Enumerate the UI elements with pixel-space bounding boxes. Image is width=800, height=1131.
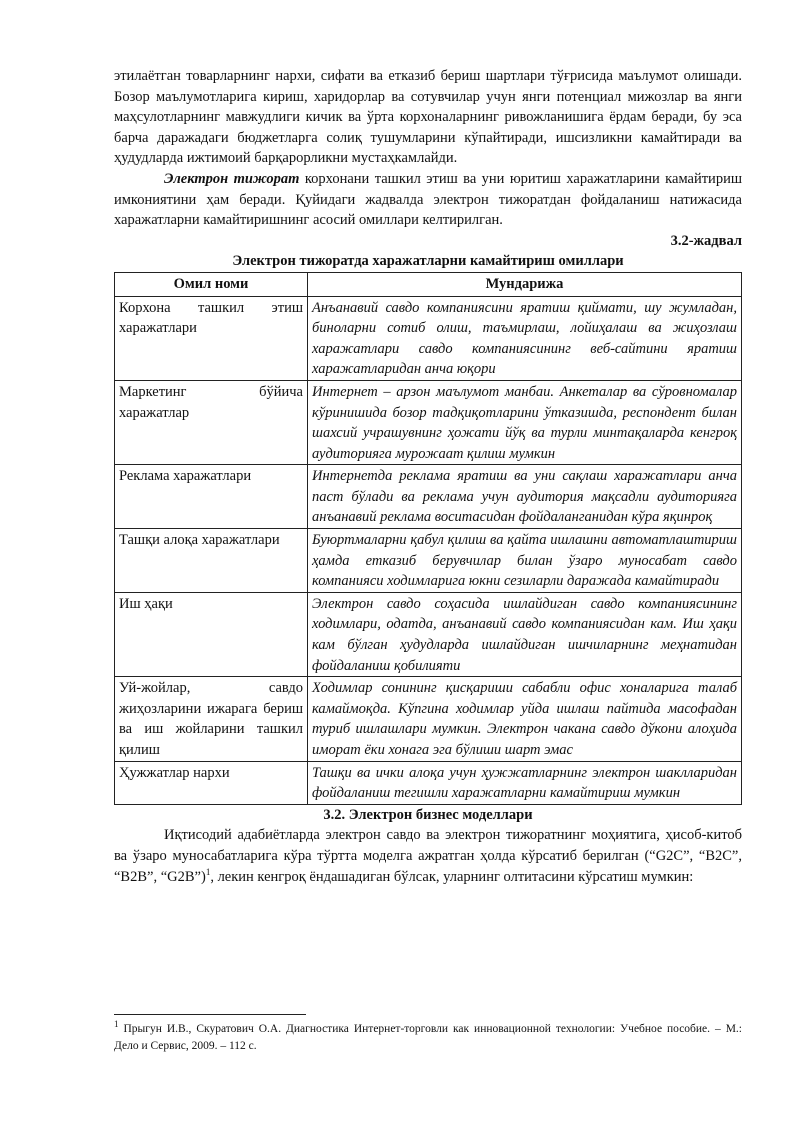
table-row (115, 380, 742, 464)
content-cell: Буюртмаларни қабул қилиш ва қайта ишлашни автоматлаштириш ҳамда етказиб берувчилар билан ўзаро муносабат савдо компанияси ходимларига юкни сезиларли даражада камайтиради (308, 529, 742, 593)
factor-cell: Иш ҳақи (115, 592, 308, 676)
table-title: Электрон тижоратда харажатларни камайтириш омиллари (232, 253, 624, 270)
factor-cell: Реклама харажатлари (115, 465, 308, 529)
footnote (114, 1021, 742, 1055)
document-page (114, 66, 742, 887)
footnote-ref[interactable]: 1 (205, 866, 211, 877)
factor-cell: Ташқи алоқа харажатлари (115, 529, 308, 593)
footnote-separator (114, 1014, 306, 1015)
factor-cell: Маркетинг бўйича харажатлар (115, 380, 308, 464)
content-cell: Интернетда реклама яратиш ва уни сақлаш харажатлари анча паст бўлади ва реклама учун аудитория мақсадли аудиторияга анъанавий реклама воситасидан фойдаланганидан кўра яқинроқ (308, 465, 742, 529)
header-factor-name: Омил номи (115, 272, 308, 296)
paragraph-models (114, 825, 742, 887)
paragraph-ecommerce-text: корхонани ташкил этиш ва уни юритиш харажатларини камайтириш имкониятини ҳам беради. Қуйидаги жадвалда электрон тижоратдан фойдаланиш натижасида харажатларни камайтиришнинг асосий омиллари келтирилган. (114, 170, 742, 229)
table-header-row (115, 272, 742, 296)
table-label: 3.2-жадвал (670, 232, 742, 249)
table-row (115, 592, 742, 676)
header-content: Мундарижа (308, 272, 742, 296)
table-row (115, 296, 742, 380)
content-cell: Ташқи ва ички алоқа учун ҳужжатларнинг электрон шаклларидан фойдаланиш тегишли харажатларни камайтириш мумкин (308, 761, 742, 804)
content-cell: Анъанавий савдо компаниясини яратиш қиймати, шу жумладан, биноларни сотиб олиш, таъмирлаш, лойиҳалаш ва жиҳозлаш харажатлари савдо компаниясининг веб-сайтини яратиш харажатларидан анча юқори (308, 296, 742, 380)
factors-table (114, 272, 742, 805)
table-row (115, 465, 742, 529)
content-cell: Электрон савдо соҳасида ишлайдиган савдо компаниясининг ходимлари, одатда, анъанавий савдо компаниясидан кам. Иш ҳақи кам бўлган ҳудудларда ишлайдиган ишчиларнинг меҳнатидан фойдаланиш қобилияти (308, 592, 742, 676)
paragraph-ecommerce (114, 169, 742, 231)
table-row (115, 529, 742, 593)
footnote-mark: 1 (114, 1019, 119, 1030)
content-cell: Интернет – арзон маълумот манбаи. Анкеталар ва сўровномалар кўринишида бозор тадқиқотларини ўтказишда, респондент билан шахсий учрашувнинг ҳожати йўқ ва турли минтақаларда кенгроқ аудиторияга мурожаат қилиш мумкин (308, 380, 742, 464)
term-ecommerce: Электрон тижорат (164, 170, 300, 187)
footnote-text: Прыгун И.В., Скуратович О.А. Диагностика Интернет-торговли как инновационной технологии: Учебное пособие. – М.: Дело и Сервис, 2009. – 112 с. (114, 1023, 742, 1052)
factor-cell: Уй-жойлар, савдо жиҳозларини ижарага бериш ва иш жойларини ташкил қилиш (115, 677, 308, 761)
paragraph-intro: этилаётган товарларнинг нархи, сифати ва етказиб бериш шартлари тўғрисида маълумот олишади. Бозор маълумотларига кириш, харидорлар ва сотувчилар учун янги потенциал мижозлар ва янги маҳсулотларнинг мавжудлиги кичик ва ўрта корхоналарнинг ривожланишига ёрдам беради, бу эса барча даражадаги бюджетларга солиқ тушумларини кўпайтиради, ишсизликни камайтиради ва ҳудудларда ижтимоий барқарорликни мустаҳкамлайди. (114, 68, 742, 167)
factor-cell: Корхона ташкил этиш харажатлари (115, 296, 308, 380)
factor-cell: Ҳужжатлар нархи (115, 761, 308, 804)
section-heading: 3.2. Электрон бизнес моделлари (323, 806, 533, 823)
paragraph-models-text: Иқтисодий адабиётларда электрон савдо ва электрон тижоратнинг моҳиятига, ҳисоб-китоб ва ўзаро муносабатларига кўра тўртта моделга ажратган ҳолда кўрсатиб берилган (“G2C”, “B2C”, “B2B”, “G2B”) (114, 827, 742, 885)
table-row (115, 677, 742, 761)
content-cell: Ходимлар сонининг қисқариши сабабли офис хоналарига талаб камаймоқда. Кўпгина ходимлар уйда ишлаш пайтида масофадан туриб ишлашлари мумкин. Электрон чакана савдо дўкони алоҳида иморат ёки хонага эга бўлиши шарт эмас (308, 677, 742, 761)
table-row (115, 761, 742, 804)
paragraph-models-text-end: , лекин кенгроқ ёндашадиган бўлсак, уларнинг олтитасини кўрсатиш мумкин: (210, 868, 694, 885)
